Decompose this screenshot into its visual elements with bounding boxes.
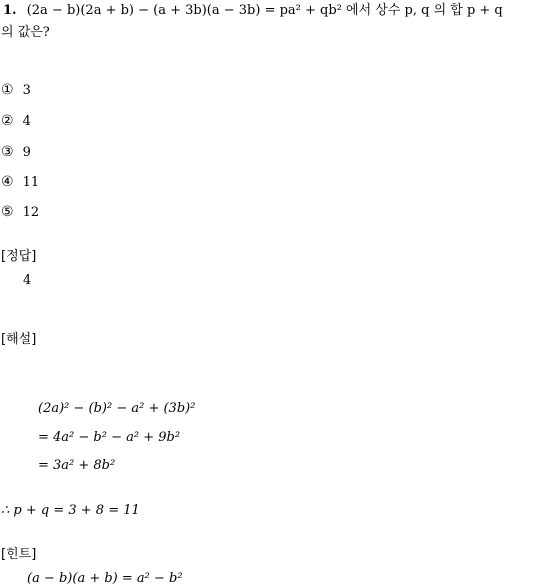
option-1[interactable] [1,83,31,97]
question-line-1 [3,4,503,17]
option-5[interactable] [1,205,39,219]
option-4[interactable] [1,175,39,189]
option-5-mark: ⑤ [1,204,14,220]
hint-label: [힌트] [1,547,37,562]
question-line-2: 의 값은? [1,25,50,40]
option-2-value: 4 [22,114,31,129]
option-4-value: 11 [22,175,40,190]
option-4-mark: ④ [1,174,14,190]
option-3[interactable] [1,145,31,159]
question-text: (2a − b)(2a + b) − (a + 3b)(a − 3b) = pa² + qb² 에서 상수 p, q 의 합 p + q [26,3,503,18]
question-number: 1. [3,3,17,18]
option-1-mark: ① [1,82,14,98]
explanation-label: [해설] [1,332,37,347]
answer-value: 4 [23,273,32,288]
option-2[interactable] [1,114,31,128]
explanation-conclusion: ∴ p + q = 3 + 8 = 11 [1,503,140,518]
option-2-mark: ② [1,113,14,129]
answer-label: [정답] [1,249,37,264]
explanation-step-2: = 4a² − b² − a² + 9b² [38,430,181,445]
option-3-value: 9 [22,145,31,160]
option-3-mark: ③ [1,144,14,160]
explanation-step-1: (2a)² − (b)² − a² + (3b)² [38,401,196,416]
explanation-step-3: = 3a² + 8b² [38,458,116,473]
option-5-value: 12 [22,205,40,220]
hint-formula: (a − b)(a + b) = a² − b² [27,571,183,586]
option-1-value: 3 [22,83,31,98]
